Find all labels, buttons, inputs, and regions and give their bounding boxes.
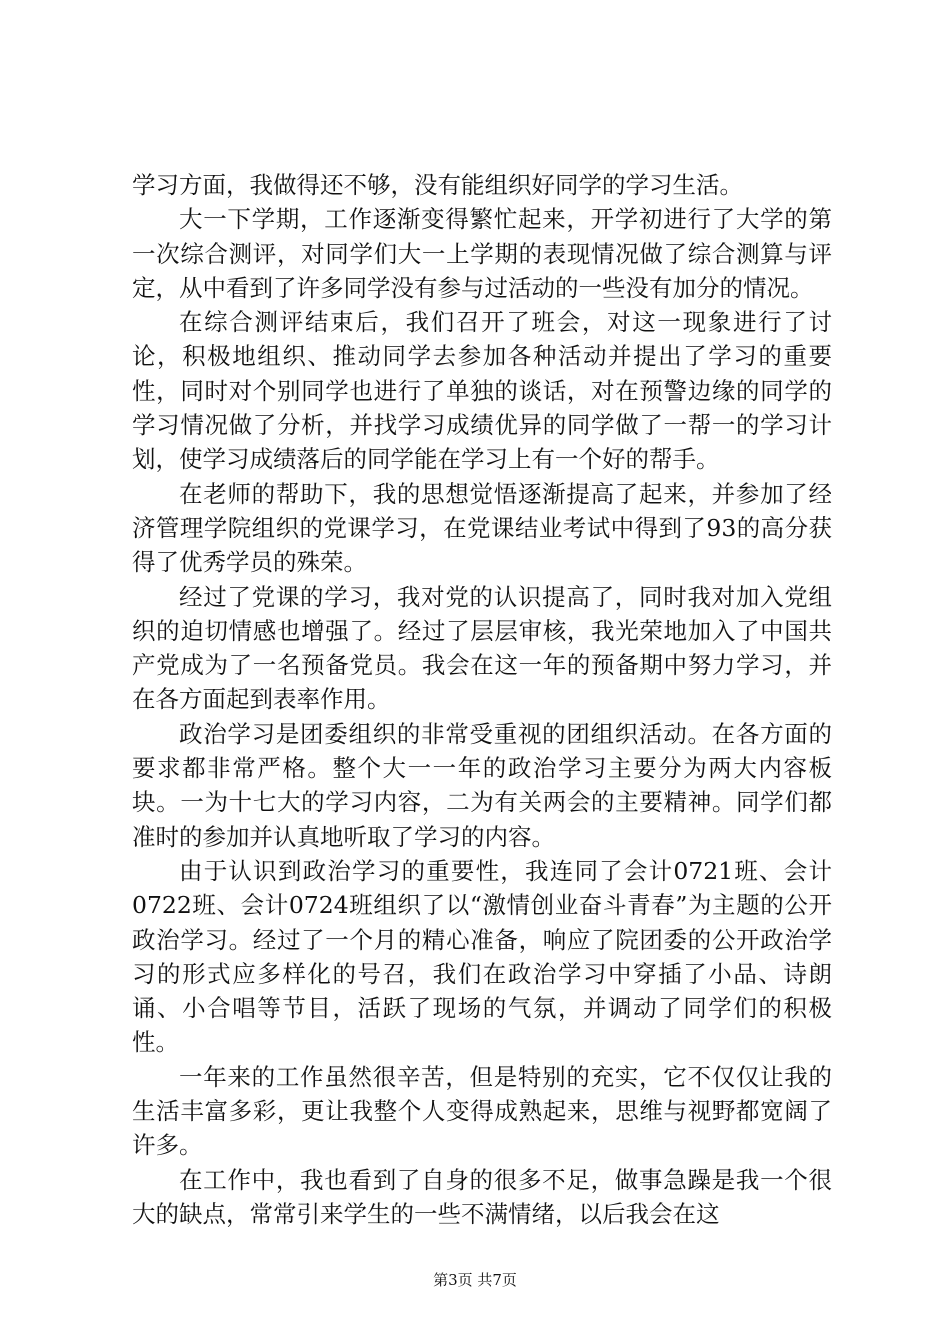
body-text — [132, 168, 832, 1231]
paragraph-2: 大一下学期，工作逐渐变得繁忙起来，开学初进行了大学的第一次综合测评，对同学们大一上学期的表现情况做了综合测算与评定，从中看到了许多同学没有参与过活动的一些没有加分的情况。 — [132, 205, 832, 302]
paragraph-8: 一年来的工作虽然很辛苦，但是特别的充实，它不仅仅让我的生活丰富多彩，更让我整个人变得成熟起来，思维与视野都宽阔了许多。 — [132, 1062, 832, 1160]
paragraph-3: 在综合测评结束后，我们召开了班会，对这一现象进行了讨论，积极地组织、推动同学去参加各种活动并提出了学习的重要性，同时对个别同学也进行了单独的谈话，对在预警边缘的同学的学习情况做了分析，并找学习成绩优异的同学做了一帮一的学习计划，使学习成绩落后的同学能在学习上有一个好的帮手。 — [132, 308, 832, 474]
paragraph-9: 在工作中，我也看到了自身的很多不足，做事急躁是我一个很大的缺点，常常引来学生的一些不满情绪，以后我会在这 — [132, 1165, 832, 1228]
page-footer — [0, 1270, 950, 1290]
paragraph-6: 政治学习是团委组织的非常受重视的团组织活动。在各方面的要求都非常严格。整个大一一年的政治学习主要分为两大内容板块。一为十七大的学习内容，二为有关两会的主要精神。同学们都准时的参加并认真地听取了学习的内容。 — [132, 719, 832, 851]
paragraph-7: 由于认识到政治学习的重要性，我连同了会计0721班、会计0722班、会计0724班组织了以“激情创业奋斗青春”为主题的公开政治学习。经过了一个月的精心准备，响应了院团委的公开政治学习的形式应多样化的号召，我们在政治学习中穿插了小品、诗朗诵、小合唱等节目，活跃了现场的气氛，并调动了同学们的积极性。 — [132, 856, 832, 1057]
paragraph-4: 在老师的帮助下，我的思想觉悟逐渐提高了起来，并参加了经济管理学院组织的党课学习，在党课结业考试中得到了93的高分获得了优秀学员的殊荣。 — [132, 479, 832, 577]
paragraph-5: 经过了党课的学习，我对党的认识提高了，同时我对加入党组织的迫切情感也增强了。经过了层层审核，我光荣地加入了中国共产党成为了一名预备党员。我会在这一年的预备期中努力学习，并在各方面起到表率作用。 — [132, 582, 832, 714]
paragraph-1: 学习方面，我做得还不够，没有能组织好同学的学习生活。 — [132, 171, 743, 199]
page-number-label: 第3页 共7页 — [433, 1271, 517, 1289]
